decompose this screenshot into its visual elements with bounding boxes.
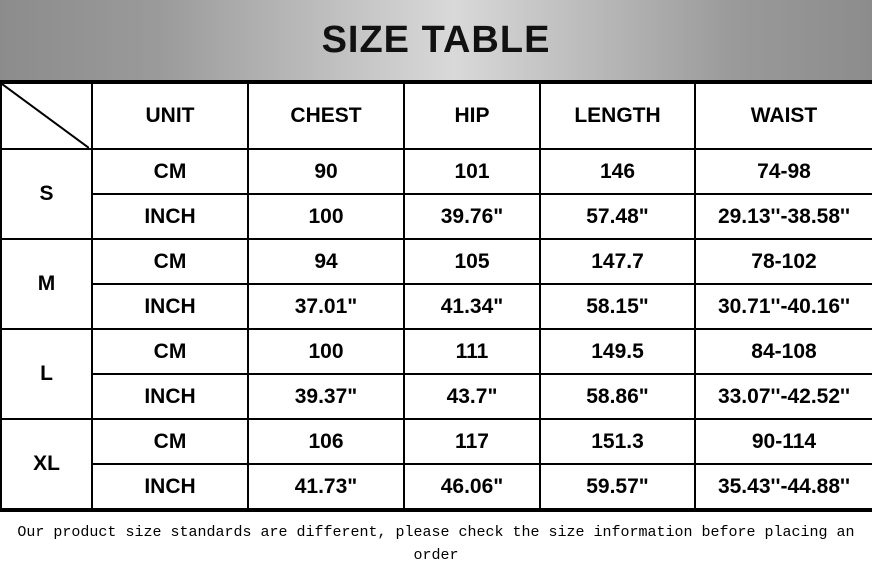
hip-value: 39.76" — [404, 194, 540, 239]
length-value: 58.15" — [540, 284, 695, 329]
chest-value: 100 — [248, 329, 404, 374]
size-label-s: S — [1, 149, 92, 239]
size-label-xl: XL — [1, 419, 92, 509]
corner-diagonal-cell — [1, 83, 92, 149]
waist-value: 84-108 — [695, 329, 872, 374]
chest-value: 41.73" — [248, 464, 404, 509]
length-value: 146 — [540, 149, 695, 194]
hip-value: 101 — [404, 149, 540, 194]
table-row — [1, 149, 872, 194]
length-value: 58.86" — [540, 374, 695, 419]
column-header-chest: CHEST — [248, 83, 404, 149]
waist-value: 78-102 — [695, 239, 872, 284]
unit-cm: CM — [92, 419, 248, 464]
hip-value: 43.7" — [404, 374, 540, 419]
waist-value: 35.43''-44.88'' — [695, 464, 872, 509]
length-value: 147.7 — [540, 239, 695, 284]
length-value: 149.5 — [540, 329, 695, 374]
chest-value: 106 — [248, 419, 404, 464]
table-row — [1, 239, 872, 284]
length-value: 59.57" — [540, 464, 695, 509]
hip-value: 105 — [404, 239, 540, 284]
title-banner — [0, 0, 872, 82]
column-header-waist: WAIST — [695, 83, 872, 149]
chest-value: 100 — [248, 194, 404, 239]
size-disclaimer-note: Our product size standards are different, please check the size information before placing an order — [0, 510, 872, 579]
length-value: 57.48" — [540, 194, 695, 239]
unit-inch: INCH — [92, 284, 248, 329]
table-header — [1, 83, 872, 149]
chest-value: 37.01" — [248, 284, 404, 329]
length-value: 151.3 — [540, 419, 695, 464]
unit-cm: CM — [92, 239, 248, 284]
table-row — [1, 284, 872, 329]
column-header-unit: UNIT — [92, 83, 248, 149]
table-row — [1, 374, 872, 419]
waist-value: 30.71''-40.16'' — [695, 284, 872, 329]
waist-value: 90-114 — [695, 419, 872, 464]
hip-value: 111 — [404, 329, 540, 374]
waist-value: 74-98 — [695, 149, 872, 194]
column-header-hip: HIP — [404, 83, 540, 149]
size-table — [0, 82, 872, 510]
waist-value: 33.07''-42.52'' — [695, 374, 872, 419]
column-header-length: LENGTH — [540, 83, 695, 149]
page-title: SIZE TABLE — [321, 18, 551, 61]
unit-cm: CM — [92, 329, 248, 374]
chest-value: 94 — [248, 239, 404, 284]
unit-inch: INCH — [92, 374, 248, 419]
unit-cm: CM — [92, 149, 248, 194]
hip-value: 41.34" — [404, 284, 540, 329]
chest-value: 39.37" — [248, 374, 404, 419]
table-row — [1, 419, 872, 464]
hip-value: 46.06" — [404, 464, 540, 509]
size-label-l: L — [1, 329, 92, 419]
chest-value: 90 — [248, 149, 404, 194]
unit-inch: INCH — [92, 194, 248, 239]
unit-inch: INCH — [92, 464, 248, 509]
table-row — [1, 329, 872, 374]
waist-value: 29.13''-38.58'' — [695, 194, 872, 239]
table-row — [1, 194, 872, 239]
diagonal-line-icon — [2, 84, 89, 148]
header-row — [1, 83, 872, 149]
hip-value: 117 — [404, 419, 540, 464]
size-label-m: M — [1, 239, 92, 329]
table-row — [1, 464, 872, 509]
table-body — [1, 149, 872, 509]
